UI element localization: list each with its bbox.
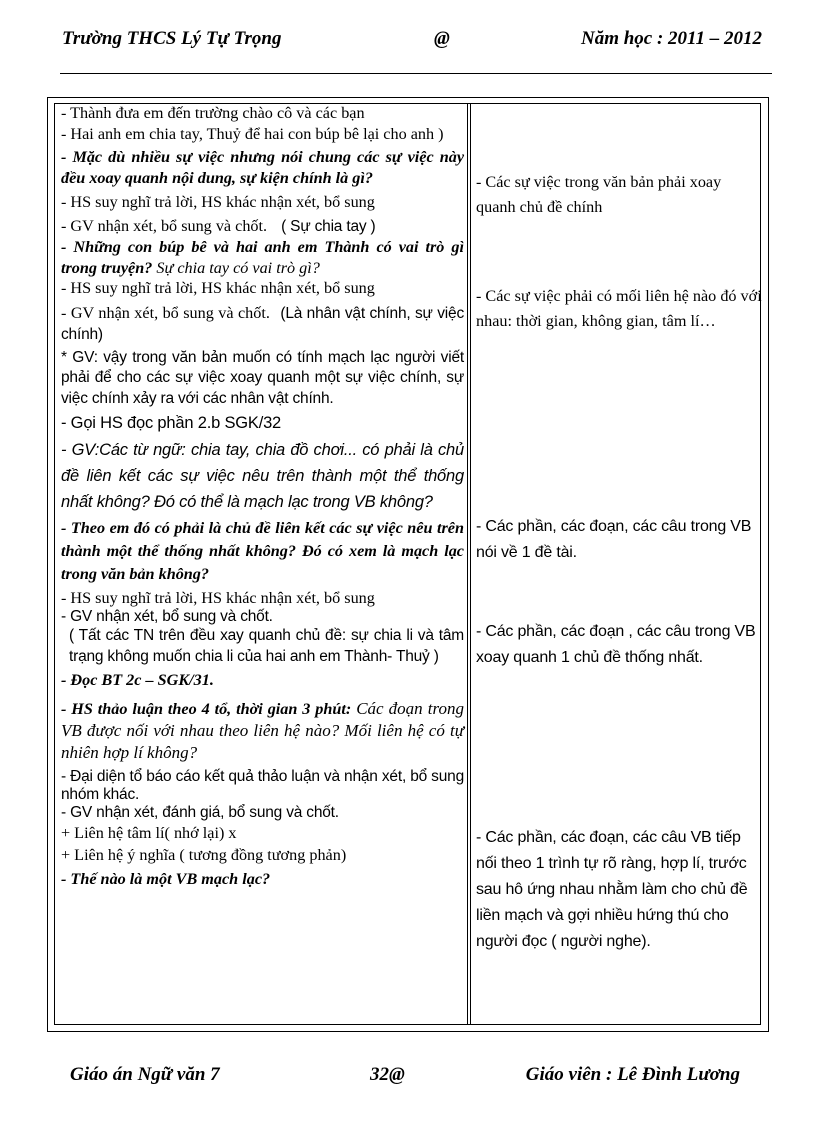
header-symbol: @ [434,28,450,49]
paragraph: - Gọi HS đọc phần 2.b SGK/32 [61,414,282,432]
paragraph: - HS suy nghĩ trả lời, HS khác nhận xét, bổ sung [61,193,375,211]
text: Sự chia tay có vai trò gì? [156,258,320,277]
paragraph: - Đại diện tổ báo cáo kết quả thảo luận và nhận xét, bổ sung nhóm khác. [61,767,464,803]
school-name: Trường THCS Lý Tự Trọng [62,28,282,49]
header-divider [60,73,772,74]
paragraph: + Liên hệ tâm lí( nhớ lại) x [61,823,237,842]
content-note-5: - Các phần, các đoạn, các câu VB tiếp nối theo 1 trình tự rõ ràng, hợp lí, trước sau hô ứng nhau nhằm làm cho chủ đề liền mạch và gợi nhiều hứng thú cho người đọc ( người nghe). [476,829,748,950]
text: theo 4 tổ, thời gian 3 phút: [167,699,352,718]
lesson-plan-title: Giáo án Ngữ văn 7 [70,1064,220,1085]
question: - Theo em đó có phải là chủ đề liên kết các sự việc nêu trên thành một thể thống nhất không? Đó có xem là mạch lạc trong văn bản không? [61,518,464,583]
text: - GV nhận xét, bổ sung và chốt. [61,216,268,235]
paragraph: - HS suy nghĩ trả lời, HS khác nhận xét, bổ sung [61,588,375,607]
teacher-student-activities [61,103,464,889]
teacher-name: Giáo viên : Lê Đình Lương [525,1064,740,1085]
text: - GV nhận xét, bổ sung và chốt. [61,303,270,322]
group-discussion [61,698,464,764]
page-footer [70,1064,740,1090]
text: - HS thảo luận [61,699,163,718]
school-year: Năm học : 2011 – 2012 [580,28,762,49]
paragraph: * GV: vậy trong văn bản muốn có tính mạch lạc người viết phải để cho các sự việc xoay quanh một sự việc chính, sự việc chính xảy ra với các nhân vật chính. [61,348,464,407]
paragraph: - Thành đưa em đến trường chào cô và các bạn [61,104,365,122]
content-note-3: - Các phần, các đoạn, các câu trong VB nói về 1 đề tài. [476,518,752,561]
paragraph [61,216,464,238]
answer: ( Sự chia tay ) [281,217,376,235]
content-note-2: - Các sự việc phải có mối liên hệ nào đó với nhau: thời gian, không gian, tâm lí… [476,287,762,330]
answer: ( Tất các TN trên đều xay quanh chủ đề: sự chia li và tâm trạng không muốn chia li của hai anh em Thành- Thuỷ ) [69,627,464,665]
content-note-4: - Các phần, các đoạn , các câu trong VB xoay quanh 1 chủ đề thống nhất. [476,623,756,666]
question: - GV:Các từ ngữ: chia tay, chia đồ chơi... có phải là chủ đề liên kết các sự việc nêu trên thành một thể thống nhất không? Đó có thể là mạch lạc trong VB không? [61,440,464,511]
page-header [62,28,762,56]
paragraph: + Liên hệ ý nghĩa ( tương đồng tương phản) [61,846,347,864]
paragraph: - Hai anh em chia tay, Thuỷ để hai con búp bê lại cho anh ) [61,124,444,143]
content-note-1: - Các sự việc trong văn bản phải xoay quanh chủ đề chính [476,173,722,216]
text: - Những con búp bê và hai anh em Thành có vai trò gì trong truyện? [61,238,464,277]
paragraph: - GV nhận xét, bổ sung và chốt. [61,608,273,625]
page-number: 32@ [370,1064,405,1085]
question: - Mặc dù nhiều sự việc nhưng nói chung các sự việc này đều xoay quanh nội dung, sự kiện chính là gì? [61,148,464,187]
paragraph [61,303,464,346]
text: Các đoạn trong VB được nối với nhau theo liên hệ nào? Mối liên hệ có tự nhiên hợp lí không? [61,698,464,762]
question [61,237,464,278]
column-divider [467,103,468,1025]
paragraph: - HS suy nghĩ trả lời, HS khác nhận xét, bổ sung [61,279,375,297]
column-divider-second [470,103,471,1025]
question: - Thế nào là một VB mạch lạc? [61,869,271,888]
paragraph: - GV nhận xét, đánh giá, bổ sung và chốt. [61,803,339,821]
exercise: - Đọc BT 2c – SGK/31. [61,671,214,689]
answer: (Là nhân vật chính, sự việc chính) [61,304,464,343]
